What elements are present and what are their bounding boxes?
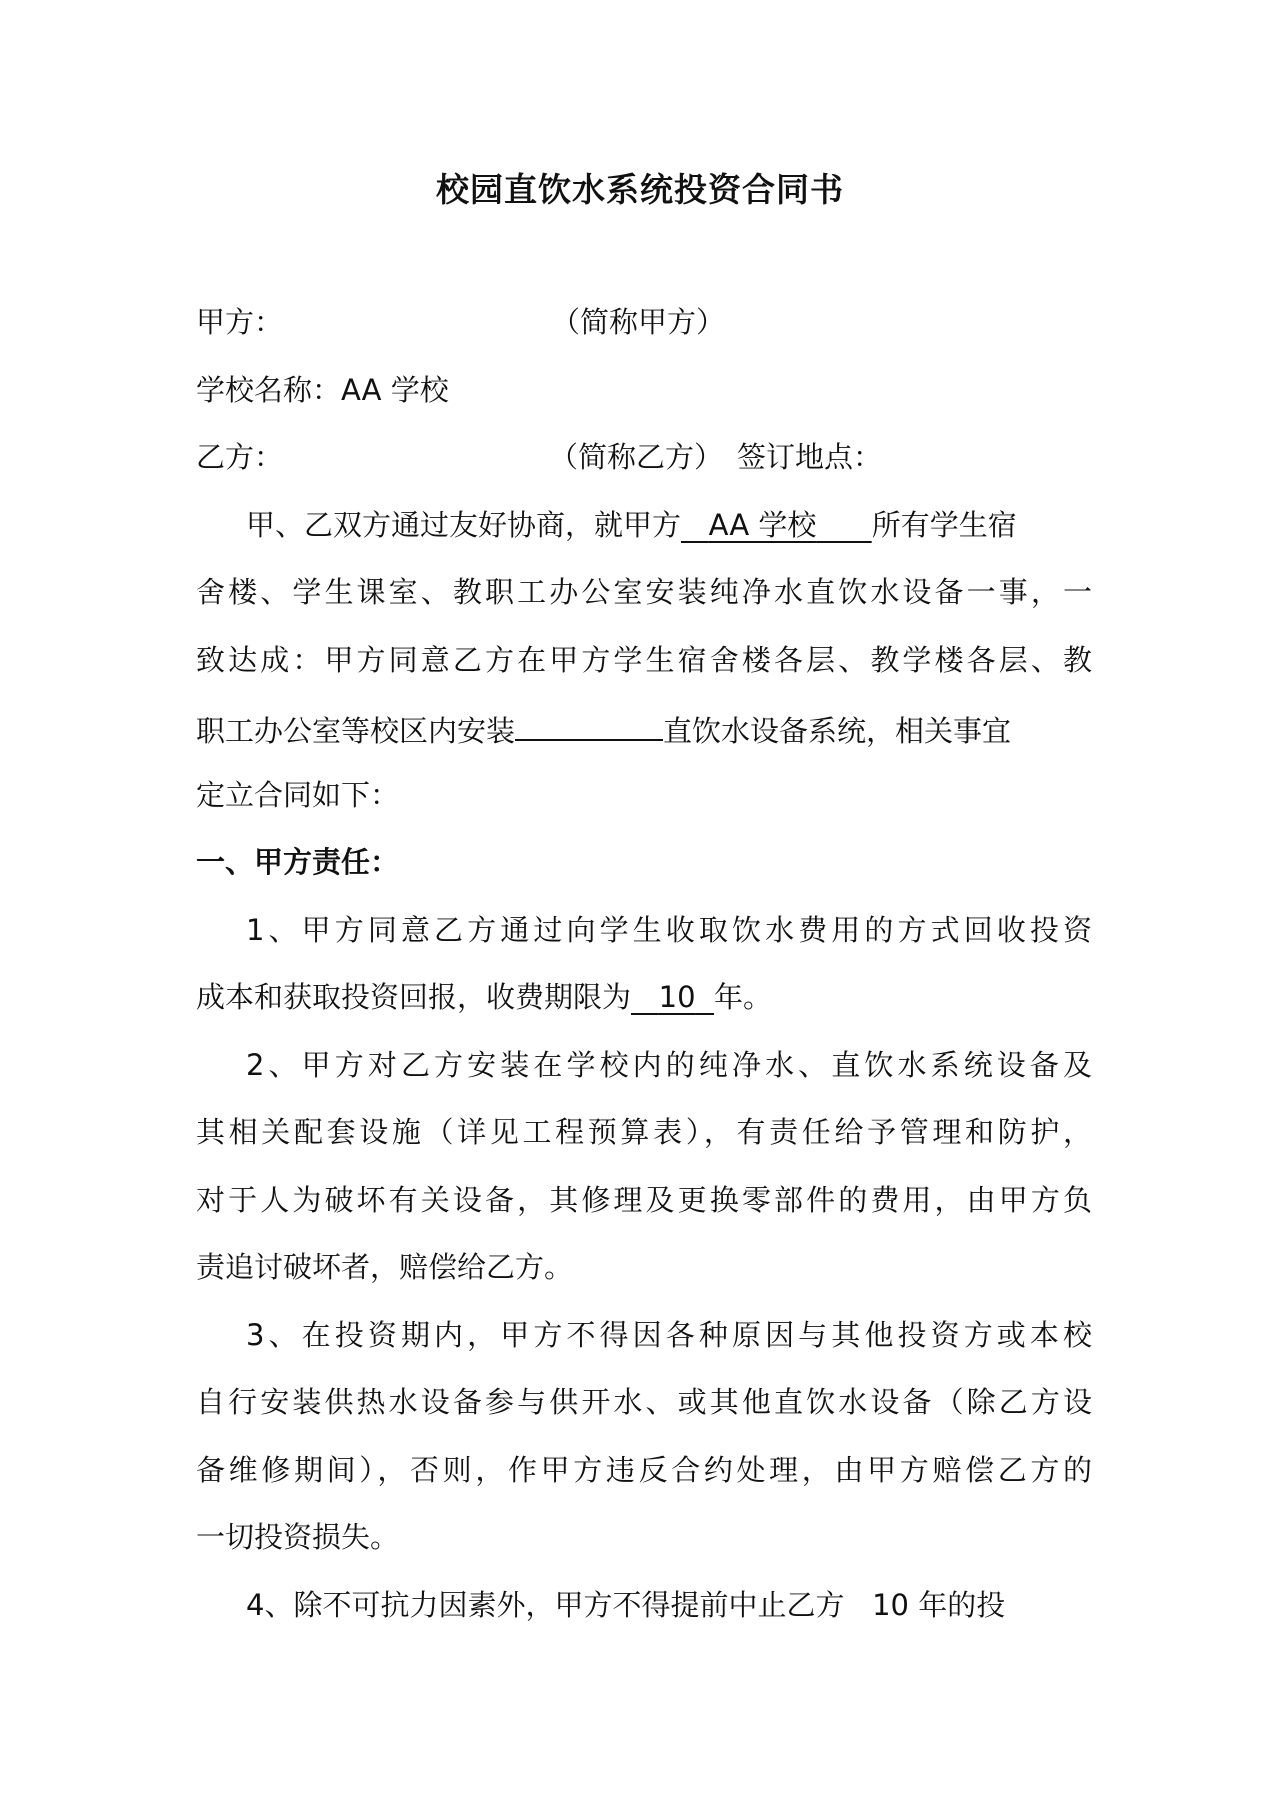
intro-l1-pre: 甲、乙双方通过友好协商，就甲方 [246, 508, 682, 542]
clause-3-line-4 [196, 1517, 1096, 1557]
clause-1-line-1 [246, 910, 1146, 950]
fee-period-blank [631, 980, 714, 1014]
party-b-abbr: （简称乙方） [549, 440, 724, 474]
clause-3-line-3 [196, 1450, 1096, 1490]
intro-l4-pre: 职工办公室等校区内安装 [196, 714, 516, 748]
clause-2-l2: 其相关配套设施（详见工程预算表），有责任给予管理和防护， [196, 1115, 1092, 1149]
school-name: AA 学校 [341, 373, 449, 407]
clause-3-l1: 3、在投资期内，甲方不得因各种原因与其他投资方或本校 [246, 1318, 1092, 1352]
party-b-label: 乙方： [196, 440, 284, 474]
clause-4-years: 10 [872, 1588, 910, 1622]
clause-3-l3: 备维修期间），否则，作甲方违反合约处理，由甲方赔偿乙方的 [196, 1453, 1092, 1487]
clause-2-l4: 责追讨破坏者，赔偿给乙方。 [196, 1250, 574, 1284]
party-a-label: 甲方： [196, 305, 284, 339]
party-a-abbr: （简称甲方） [551, 305, 726, 339]
clause-4-line-1 [246, 1585, 1146, 1625]
clause-1-l2-post: 年。 [714, 980, 773, 1014]
clause-3-l4: 一切投资损失。 [196, 1520, 400, 1554]
clause-3-line-2 [196, 1382, 1096, 1422]
clause-2-line-2 [196, 1112, 1096, 1152]
intro-l5: 定立合同如下： [196, 778, 400, 812]
section-1-heading: 一、甲方责任： [196, 845, 400, 879]
document-title: 校园直饮水系统投资合同书 [436, 170, 844, 209]
intro-school-blank [681, 508, 872, 542]
school-name-line [196, 370, 1096, 410]
intro-line-2 [196, 572, 1096, 612]
clause-2-line-1 [246, 1045, 1146, 1085]
clause-4-l1-post: 年的投 [918, 1588, 1006, 1622]
clause-2-line-4 [196, 1247, 1096, 1287]
equipment-type-blank [515, 707, 663, 741]
intro-line-1 [246, 505, 1146, 545]
intro-school-name: AA 学校 [708, 508, 817, 542]
intro-l2: 舍楼、学生课室、教职工办公室安装纯净水直饮水设备一事，一 [196, 575, 1092, 609]
fee-period-years: 10 [658, 980, 696, 1014]
school-label: 学校名称： [196, 373, 342, 407]
intro-l1-post: 所有学生宿 [871, 508, 1017, 542]
intro-line-5 [196, 775, 1096, 815]
clause-4-l1-pre: 4、除不可抗力因素外，甲方不得提前中止乙方 [246, 1588, 845, 1622]
intro-line-4 [196, 707, 1096, 751]
party-a-line [196, 302, 1096, 342]
clause-2-line-3 [196, 1180, 1096, 1220]
clause-1-l1: 1、甲方同意乙方通过向学生收取饮水费用的方式回收投资 [246, 913, 1092, 947]
clause-3-line-1 [246, 1315, 1146, 1355]
clause-1-l2-pre: 成本和获取投资回报，收费期限为 [196, 980, 632, 1014]
party-b-line [196, 437, 1096, 477]
sign-place-label: 签订地点： [737, 440, 883, 474]
intro-l3: 致达成：甲方同意乙方在甲方学生宿舍楼各层、教学楼各层、教 [196, 643, 1092, 677]
clause-3-l2: 自行安装供热水设备参与供开水、或其他直饮水设备（除乙方设 [196, 1385, 1092, 1419]
intro-l4-post: 直饮水设备系统，相关事宜 [663, 714, 1012, 748]
clause-2-l1: 2、甲方对乙方安装在学校内的纯净水、直饮水系统设备及 [246, 1048, 1092, 1082]
intro-line-3 [196, 640, 1096, 680]
clause-1-line-2 [196, 977, 1096, 1017]
clause-2-l3: 对于人为破坏有关设备，其修理及更换零部件的费用，由甲方负 [196, 1183, 1092, 1217]
